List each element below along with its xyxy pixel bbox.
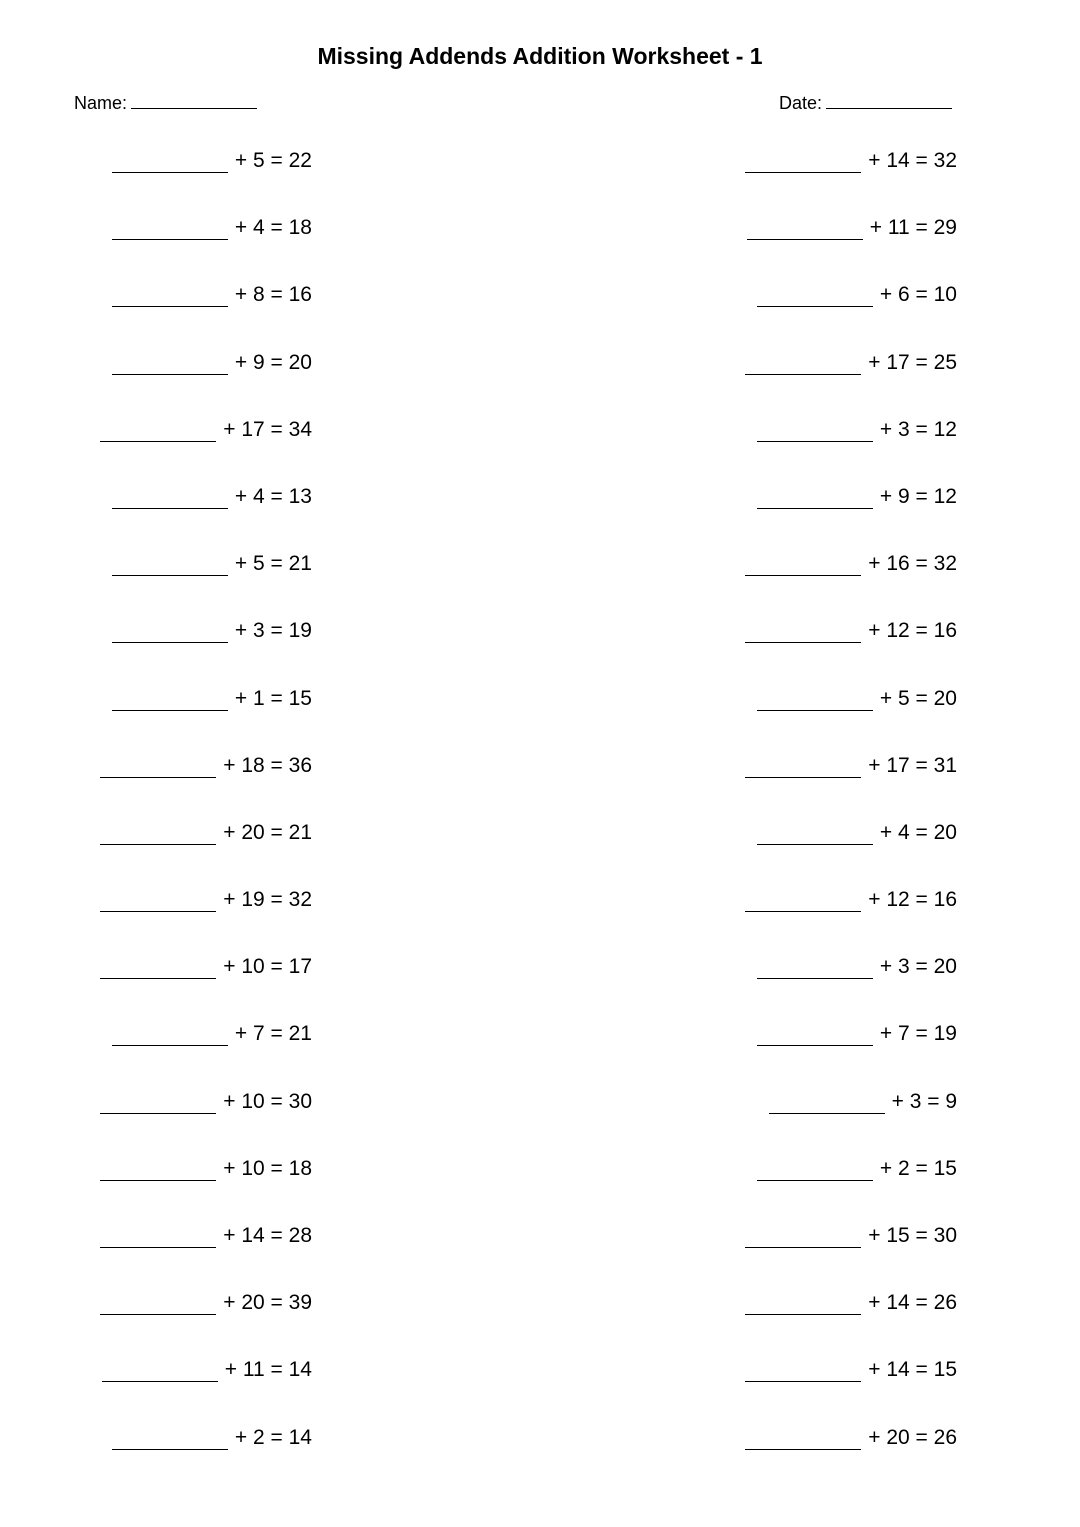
answer-blank[interactable] (112, 551, 228, 576)
answer-blank[interactable] (112, 148, 228, 173)
answer-blank[interactable] (100, 954, 216, 979)
equation-text: + 14 = 28 (223, 1224, 312, 1247)
answer-blank[interactable] (747, 215, 863, 240)
problem-row (100, 1021, 312, 1088)
left-problem-column (100, 148, 312, 1492)
answer-blank[interactable] (100, 1290, 216, 1315)
equation-text: + 17 = 31 (868, 753, 957, 777)
answer-blank[interactable] (745, 1425, 861, 1450)
problem-row (745, 484, 957, 551)
problem-row (100, 1156, 312, 1223)
name-label: Name: (74, 93, 128, 113)
answer-blank[interactable] (757, 282, 873, 307)
problem-row (100, 1089, 312, 1156)
problem-row (100, 484, 312, 551)
equation-text: + 20 = 21 (223, 820, 312, 844)
problem-row (745, 820, 957, 887)
problem-row (745, 954, 957, 1021)
problem-row (745, 282, 957, 349)
problem-row (745, 686, 957, 753)
answer-blank[interactable] (757, 820, 873, 845)
answer-blank[interactable] (112, 1021, 228, 1046)
date-blank[interactable] (826, 90, 952, 109)
problem-row (100, 417, 312, 484)
equation-text: + 11 = 14 (224, 1358, 312, 1382)
answer-blank[interactable] (745, 551, 861, 576)
answer-blank[interactable] (100, 1223, 216, 1248)
problem-row (745, 551, 957, 618)
answer-blank[interactable] (112, 215, 228, 240)
equation-text: + 11 = 29 (869, 216, 957, 240)
problem-row (745, 215, 957, 282)
answer-blank[interactable] (745, 618, 861, 643)
equation-text: + 10 = 17 (223, 955, 312, 979)
problem-row (745, 1290, 957, 1357)
answer-blank[interactable] (112, 1425, 228, 1450)
problem-row (745, 1156, 957, 1223)
right-problem-column (745, 148, 957, 1492)
answer-blank[interactable] (757, 686, 873, 711)
answer-blank[interactable] (112, 350, 228, 375)
problem-row (745, 1357, 957, 1424)
date-label: Date: (779, 93, 823, 113)
answer-blank[interactable] (112, 484, 228, 509)
equation-text: + 17 = 25 (868, 350, 957, 374)
problem-row (100, 215, 312, 282)
answer-blank[interactable] (112, 282, 228, 307)
equation-text: + 5 = 20 (879, 686, 957, 710)
problem-row (100, 954, 312, 1021)
date-field (779, 90, 952, 114)
equation-text: + 14 = 32 (868, 149, 957, 172)
equation-text: + 3 = 20 (879, 955, 957, 979)
answer-blank[interactable] (745, 1290, 861, 1315)
equation-text: + 20 = 39 (223, 1291, 312, 1315)
problem-row (745, 417, 957, 484)
answer-blank[interactable] (757, 1021, 873, 1046)
problem-row (100, 686, 312, 753)
problem-row (100, 618, 312, 685)
problem-row (100, 148, 312, 215)
answer-blank[interactable] (100, 417, 216, 442)
equation-text: + 20 = 26 (868, 1425, 957, 1449)
problem-row (100, 887, 312, 954)
answer-blank[interactable] (100, 887, 216, 912)
problem-row (100, 350, 312, 417)
equation-text: + 5 = 22 (234, 149, 312, 172)
answer-blank[interactable] (112, 618, 228, 643)
equation-text: + 6 = 10 (879, 283, 957, 307)
answer-blank[interactable] (757, 484, 873, 509)
answer-blank[interactable] (757, 1156, 873, 1181)
equation-text: + 2 = 15 (879, 1156, 957, 1180)
problem-row (745, 148, 957, 215)
problem-row (100, 1223, 312, 1290)
problem-row (745, 887, 957, 954)
equation-text: + 3 = 9 (891, 1089, 957, 1113)
worksheet-title: Missing Addends Addition Worksheet - 1 (317, 43, 763, 69)
equation-text: + 12 = 16 (868, 888, 957, 912)
equation-text: + 7 = 19 (879, 1022, 957, 1046)
answer-blank[interactable] (757, 954, 873, 979)
answer-blank[interactable] (100, 1089, 216, 1114)
problem-row (745, 618, 957, 685)
equation-text: + 2 = 14 (234, 1425, 312, 1449)
problem-row (100, 1425, 312, 1492)
answer-blank[interactable] (100, 820, 216, 845)
equation-text: + 19 = 32 (223, 888, 312, 912)
equation-text: + 15 = 30 (868, 1224, 957, 1247)
answer-blank[interactable] (102, 1357, 218, 1382)
equation-text: + 3 = 19 (234, 619, 312, 643)
equation-text: + 4 = 20 (879, 820, 957, 844)
equation-text: + 9 = 20 (234, 350, 312, 374)
equation-text: + 7 = 21 (234, 1022, 312, 1046)
problem-row (745, 350, 957, 417)
problem-row (745, 1089, 957, 1156)
answer-blank[interactable] (745, 887, 861, 912)
equation-text: + 9 = 12 (879, 484, 957, 508)
problem-row (100, 1290, 312, 1357)
problem-row (745, 1425, 957, 1492)
answer-blank[interactable] (745, 1223, 861, 1248)
answer-blank[interactable] (100, 753, 216, 778)
problem-row (100, 820, 312, 887)
answer-blank[interactable] (745, 753, 861, 778)
problem-row (745, 1223, 957, 1290)
equation-text: + 1 = 15 (234, 686, 312, 710)
equation-text: + 10 = 30 (223, 1089, 312, 1113)
equation-text: + 5 = 21 (234, 552, 312, 576)
answer-blank[interactable] (769, 1089, 885, 1114)
equation-text: + 4 = 13 (234, 484, 312, 508)
problem-row (100, 753, 312, 820)
equation-text: + 14 = 26 (868, 1291, 957, 1315)
name-blank[interactable] (131, 90, 257, 109)
equation-text: + 8 = 16 (234, 283, 312, 307)
answer-blank[interactable] (757, 417, 873, 442)
equation-text: + 10 = 18 (223, 1156, 312, 1180)
problem-row (745, 753, 957, 820)
equation-text: + 4 = 18 (234, 216, 312, 240)
equation-text: + 14 = 15 (868, 1358, 957, 1382)
name-field (74, 90, 257, 114)
equation-text: + 12 = 16 (868, 619, 957, 643)
answer-blank[interactable] (112, 686, 228, 711)
equation-text: + 16 = 32 (868, 552, 957, 576)
problem-row (745, 1021, 957, 1088)
problem-row (100, 1357, 312, 1424)
equation-text: + 3 = 12 (879, 417, 957, 441)
answer-blank[interactable] (745, 350, 861, 375)
equation-text: + 18 = 36 (223, 753, 312, 777)
equation-text: + 17 = 34 (223, 417, 312, 441)
answer-blank[interactable] (100, 1156, 216, 1181)
problem-row (100, 551, 312, 618)
answer-blank[interactable] (745, 148, 861, 173)
answer-blank[interactable] (745, 1357, 861, 1382)
problem-row (100, 282, 312, 349)
